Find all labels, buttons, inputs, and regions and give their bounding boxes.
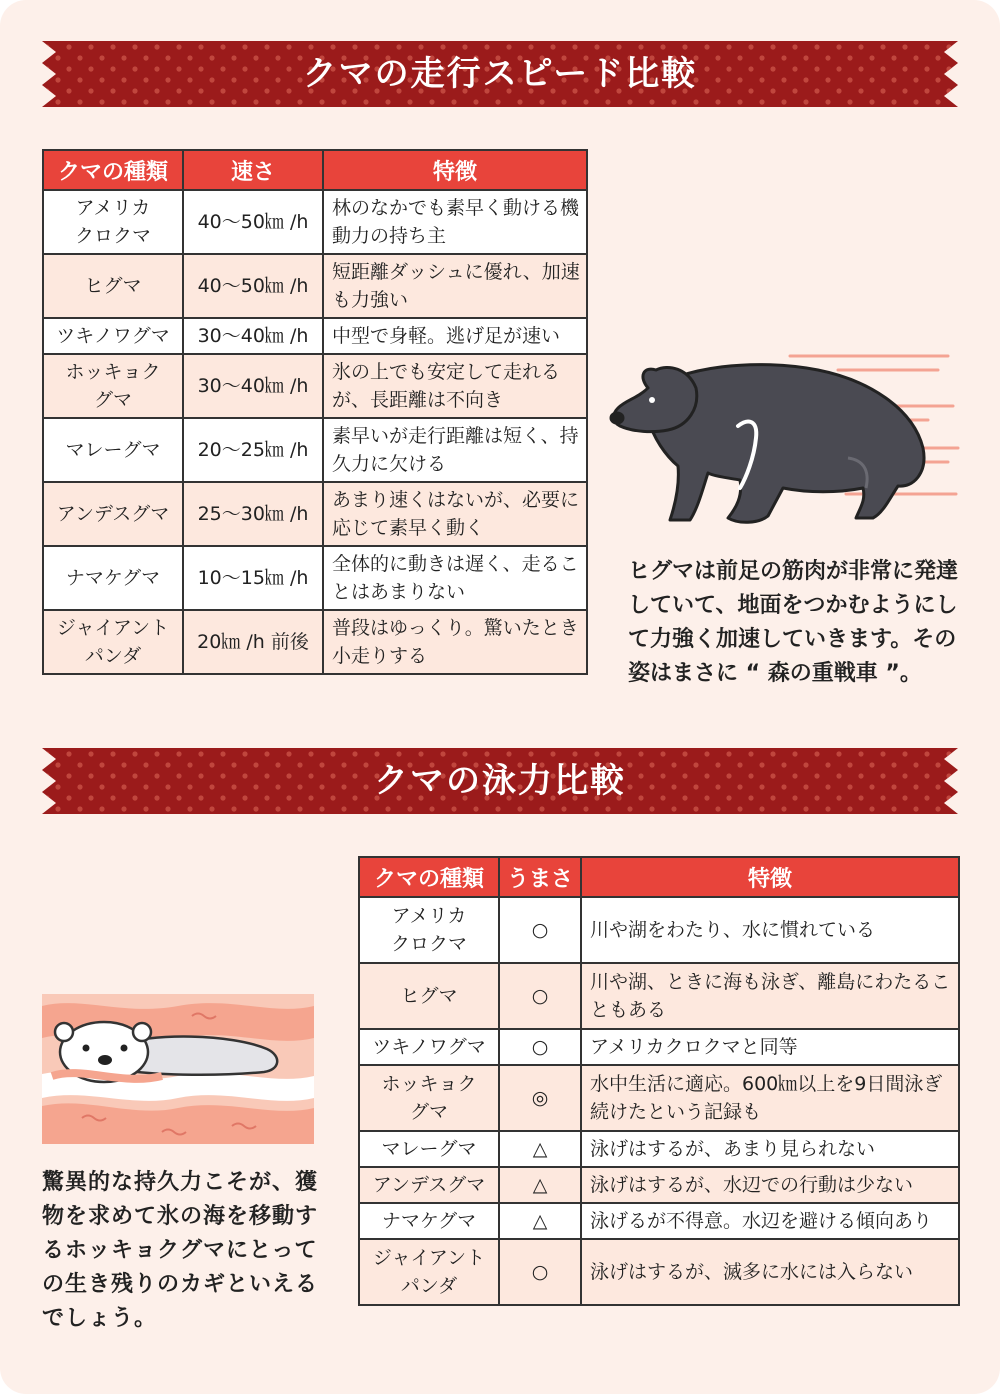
feature-text: 泳げはするが、水辺での行動は少ない <box>581 1167 959 1203</box>
speed-caption: ヒグマは前足の筋肉が非常に発達していて、地面をつかむようにして力強く加速していきます。その姿はまさに “ 森の重戦車 ”。 <box>628 559 959 686</box>
table-row <box>43 418 587 482</box>
table-row <box>359 963 959 1029</box>
skill-mark: ○ <box>499 1239 581 1305</box>
feature-text: 氷の上でも安定して走れるが、長距離は不向き <box>323 354 587 418</box>
table-row <box>359 1167 959 1203</box>
header-speed: 速さ <box>183 150 323 190</box>
table-row <box>43 254 587 318</box>
feature-text: 泳げはするが、あまり見られない <box>581 1131 959 1167</box>
table-row <box>359 1239 959 1305</box>
header-species: クマの種類 <box>359 857 499 897</box>
table-header-row <box>43 150 587 190</box>
skill-mark: ○ <box>499 897 581 963</box>
swim-section-title: クマの泳力比較 <box>374 761 626 801</box>
speed-value: 20〜25㎞ /h <box>183 418 323 482</box>
feature-text: 普段はゆっくり。驚いたとき小走りする <box>323 610 587 674</box>
feature-text: 中型で身軽。逃げ足が速い <box>323 318 587 354</box>
skill-mark: △ <box>499 1167 581 1203</box>
table-header-row <box>359 857 959 897</box>
speed-value: 40〜50㎞ /h <box>183 254 323 318</box>
feature-text: 泳げはするが、滅多に水には入らない <box>581 1239 959 1305</box>
speed-section-title: クマの走行スピード比較 <box>302 54 698 94</box>
swim-table <box>358 856 960 1306</box>
header-species: クマの種類 <box>43 150 183 190</box>
species-name: アンデスグマ <box>43 482 183 546</box>
species-name: ヒグマ <box>43 254 183 318</box>
species-name: ホッキョク グマ <box>359 1065 499 1131</box>
table-row <box>43 190 587 254</box>
table-row <box>359 1065 959 1131</box>
speed-table <box>42 149 588 675</box>
swimming-polar-bear-icon <box>42 994 314 1144</box>
species-name: アメリカ クロクマ <box>359 897 499 963</box>
swim-section-banner <box>42 748 958 814</box>
feature-text: 全体的に動きは遅く、走ることはあまりない <box>323 546 587 610</box>
skill-mark: ○ <box>499 1029 581 1065</box>
species-name: アメリカ クロクマ <box>43 190 183 254</box>
table-row <box>43 610 587 674</box>
species-name: ジャイアント パンダ <box>359 1239 499 1305</box>
feature-text: あまり速くはないが、必要に応じて素早く動く <box>323 482 587 546</box>
table-row <box>43 546 587 610</box>
speed-value: 20㎞ /h 前後 <box>183 610 323 674</box>
feature-text: 川や湖、ときに海も泳ぎ、離島にわたることもある <box>581 963 959 1029</box>
table-row <box>359 1029 959 1065</box>
table-row <box>43 354 587 418</box>
speed-section-banner <box>42 41 958 107</box>
feature-text: 泳げるが不得意。水辺を避ける傾向あり <box>581 1203 959 1239</box>
feature-text: 水中生活に適応。600㎞以上を9日間泳ぎ続けたという記録も <box>581 1065 959 1131</box>
species-name: ホッキョク グマ <box>43 354 183 418</box>
running-bear-icon <box>608 348 968 534</box>
skill-mark: △ <box>499 1131 581 1167</box>
table-row <box>359 1131 959 1167</box>
species-name: アンデスグマ <box>359 1167 499 1203</box>
skill-mark: △ <box>499 1203 581 1239</box>
species-name: ジャイアント パンダ <box>43 610 183 674</box>
skill-mark: ○ <box>499 963 581 1029</box>
feature-text: 林のなかでも素早く動ける機動力の持ち主 <box>323 190 587 254</box>
table-row <box>359 897 959 963</box>
species-name: ツキノワグマ <box>359 1029 499 1065</box>
speed-value: 10〜15㎞ /h <box>183 546 323 610</box>
feature-text: 川や湖をわたり、水に慣れている <box>581 897 959 963</box>
feature-text: 素早いが走行距離は短く、持久力に欠ける <box>323 418 587 482</box>
table-row <box>43 482 587 546</box>
speed-value: 30〜40㎞ /h <box>183 318 323 354</box>
feature-text: 短距離ダッシュに優れ、加速も力強い <box>323 254 587 318</box>
species-name: マレーグマ <box>359 1131 499 1167</box>
species-name: ヒグマ <box>359 963 499 1029</box>
header-feature: 特徴 <box>323 150 587 190</box>
speed-value: 40〜50㎞ /h <box>183 190 323 254</box>
header-skill: うまさ <box>499 857 581 897</box>
species-name: ツキノワグマ <box>43 318 183 354</box>
table-row <box>43 318 587 354</box>
swim-caption: 驚異的な持久力こそが、獲物を求めて氷の海を移動するホッキョクグマにとっての生き残りのカギといえるでしょう。 <box>42 1170 319 1331</box>
speed-value: 30〜40㎞ /h <box>183 354 323 418</box>
species-name: マレーグマ <box>43 418 183 482</box>
speed-value: 25〜30㎞ /h <box>183 482 323 546</box>
feature-text: アメリカクロクマと同等 <box>581 1029 959 1065</box>
table-row <box>359 1203 959 1239</box>
skill-mark: ◎ <box>499 1065 581 1131</box>
species-name: ナマケグマ <box>359 1203 499 1239</box>
header-feature: 特徴 <box>581 857 959 897</box>
species-name: ナマケグマ <box>43 546 183 610</box>
